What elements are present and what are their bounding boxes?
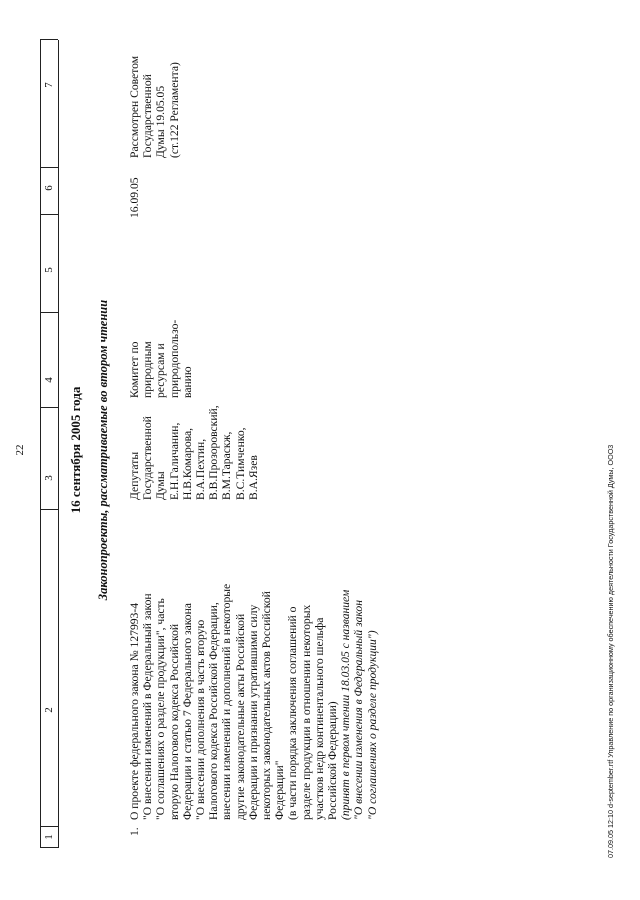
author-line: Думы	[154, 471, 168, 500]
bill-authors	[128, 405, 260, 500]
committee-line: природопользо-	[167, 319, 181, 398]
responsible-committee	[128, 320, 194, 398]
column-number-5: 5	[43, 267, 55, 273]
author-line: В.А.Язев	[246, 455, 260, 500]
status-note	[128, 56, 181, 158]
table-top-border	[40, 40, 41, 848]
column-number-4: 4	[43, 377, 55, 383]
status-line: Рассмотрен Советом	[128, 55, 141, 158]
bill-title-line: Налогового кодекса Российской Федерации,	[207, 602, 221, 820]
author-line: Н.В.Комарова,	[180, 428, 194, 500]
bill-title-line: Федерации и статью 7 Федерального закона	[180, 603, 194, 820]
status-line: (ст.122 Регламента)	[167, 62, 181, 158]
bill-title-line: Федерации"	[273, 760, 287, 820]
first-reading-note-line: "О внесении изменения в Федеральный закон	[352, 600, 366, 820]
author-line: В.В.Прозоровский,	[207, 405, 221, 500]
section-heading: Законопроекты, рассматриваемые во втором чтении	[96, 299, 110, 601]
bill-description	[128, 584, 379, 820]
bill-title-line: О проекте федерального закона № 127993-4	[128, 603, 141, 820]
bill-title-line: Федерации и признании утратившими силу	[246, 604, 260, 820]
col-divider	[40, 407, 58, 408]
author-line: Государственной	[141, 416, 155, 500]
committee-line: природным	[141, 341, 155, 398]
column-number-2: 2	[43, 707, 55, 713]
column-number-3: 3	[43, 475, 55, 481]
bill-title-line: (в части порядка заключения соглашений о	[286, 606, 300, 820]
col-divider	[40, 214, 58, 215]
first-reading-note-line: "О соглашениях о разделе продукции")	[365, 630, 379, 820]
committee-line: ванию	[180, 366, 194, 398]
status-line: Думы 19.05.05	[154, 85, 168, 158]
author-line: Депутаты	[128, 451, 141, 500]
status-line: Государственной	[141, 74, 155, 158]
author-line: В.А.Пехтин,	[194, 438, 208, 500]
table-header-bottom-border	[58, 40, 59, 848]
col-divider	[40, 312, 58, 313]
row-number: 1.	[128, 827, 141, 836]
author-line: Е.Н.Галичанин,	[167, 422, 181, 500]
bill-title-line: другие законодательные акты Российской	[233, 613, 247, 820]
consideration-date: 16.09.05	[128, 177, 141, 218]
bill-title-line: "О внесении дополнения в часть вторую	[194, 619, 208, 820]
col-divider	[40, 167, 58, 168]
file-footer: 07.09.05 12:10 d-september.rtf Управление по организационному обеспечению деятельности Государственной Думы, ООО3	[606, 444, 615, 858]
column-number-6: 6	[43, 185, 55, 191]
author-line: В.С.Тимченко,	[233, 427, 247, 500]
committee-line: ресурсам и	[154, 343, 168, 398]
bill-title-line: "О соглашениях о разделе продукции", часть	[154, 598, 168, 820]
author-line: В.М.Тараскж,	[220, 431, 234, 500]
bill-title-line: внесении изменений и дополнений в некоторые	[220, 583, 234, 820]
committee-line: Комитет по	[128, 341, 141, 398]
col-divider	[40, 509, 58, 510]
bill-title-line: участков недр континентального шельфа	[312, 617, 326, 820]
bill-title-line: вторую Налогового кодекса Российской	[167, 623, 181, 820]
column-number-1: 1	[43, 834, 55, 840]
column-number-7: 7	[43, 82, 55, 88]
bill-title-line: Российской Федерации)	[326, 701, 340, 820]
bill-title-line: "О внесении изменений в Федеральный закон	[141, 593, 155, 820]
bill-title-line: некоторых законодательных актов Российской	[260, 591, 274, 820]
col-divider	[40, 39, 58, 40]
date-heading: 16 сентября 2005 года	[68, 386, 83, 514]
first-reading-note-line: (принят в первом чтении 18.03.05 с названием	[339, 589, 353, 820]
bill-title-line: разделе продукции в отношении некоторых	[299, 604, 313, 820]
page-number: 22	[14, 444, 26, 456]
